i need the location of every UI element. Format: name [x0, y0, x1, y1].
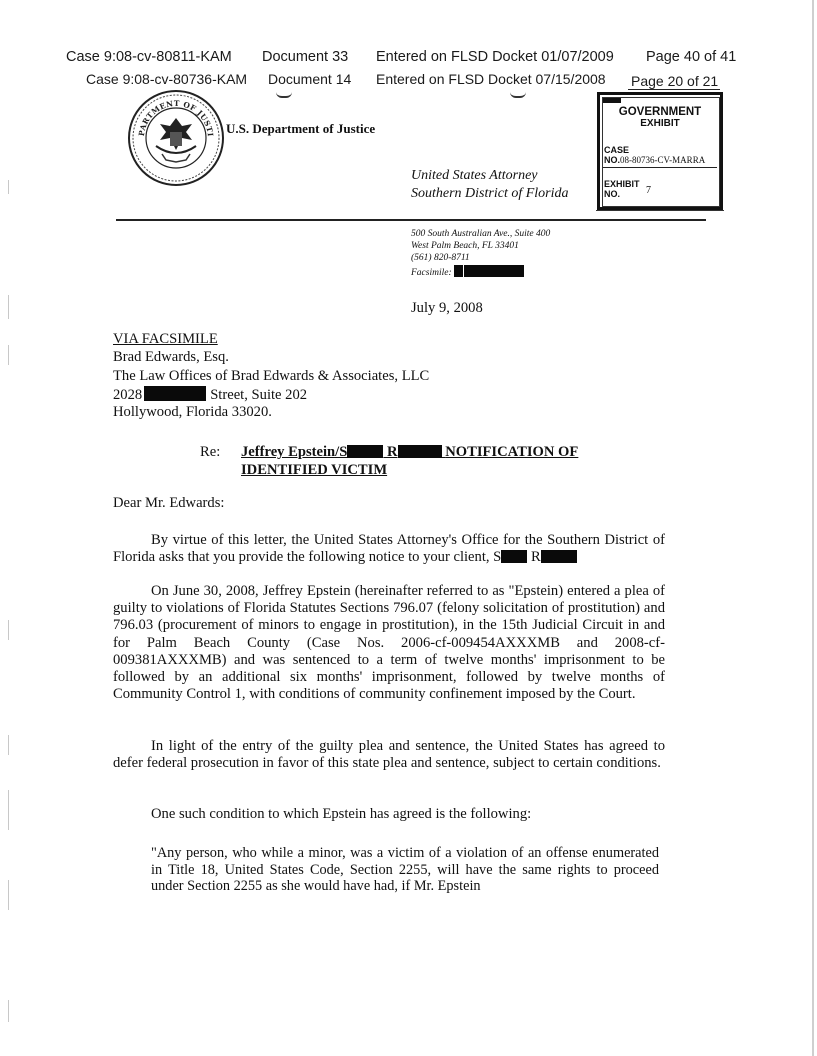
salutation: Dear Mr. Edwards: — [113, 495, 225, 511]
address-street: 500 South Australian Ave., Suite 400 — [411, 229, 551, 239]
recipient-firm: The Law Offices of Brad Edwards & Associates, LLC — [113, 368, 430, 384]
re-subject — [241, 444, 578, 461]
redaction — [398, 445, 442, 458]
scan-mark — [8, 180, 9, 194]
address-phone: (561) 820-8711 — [411, 253, 470, 263]
address-city: West Palm Beach, FL 33401 — [411, 241, 519, 251]
recipient-street — [113, 386, 307, 404]
docket-entered-2: Entered on FLSD Docket 07/15/2008 — [376, 71, 606, 87]
office-line-2: Southern District of Florida — [411, 186, 569, 201]
case-number: 08-80736-CV-MARRA — [620, 155, 706, 165]
re-subject-2: IDENTIFIED VICTIM — [241, 462, 388, 478]
redaction — [541, 550, 577, 563]
quoted-condition: "Any person, who while a minor, was a victim of a violation of an offense enumerated in Title 18, United States Code, Section 2255, will have the same rights to proceed under Section 2255 as she would have had, if Mr. Epstein — [151, 845, 659, 895]
scan-tick — [510, 92, 526, 98]
svg-text:DEPARTMENT OF JUSTICE: PARTMENT OF JUSTI — [136, 98, 216, 138]
scan-edge — [812, 0, 814, 1056]
scan-mark — [8, 620, 9, 640]
exhibit-sticker — [597, 92, 723, 210]
docket-case-2: Case 9:08-cv-80736-KAM — [86, 71, 248, 87]
case-label: CASE — [604, 145, 630, 155]
case-no-label: NO. — [604, 155, 621, 165]
docket-case-1: Case 9:08-cv-80811-KAM — [66, 49, 232, 65]
address-fax — [411, 265, 524, 280]
recipient-name: Brad Edwards, Esq. — [113, 349, 229, 365]
scan-mark — [8, 790, 9, 830]
scan-mark — [8, 735, 9, 755]
scan-tick — [276, 92, 292, 98]
letterhead-rule — [116, 219, 706, 221]
docket-page-2: Page 20 of 21 — [631, 73, 719, 89]
street-rest: Street, Suite 202 — [210, 387, 308, 403]
redaction — [144, 386, 206, 401]
body-paragraph-3: In light of the entry of the guilty plea and sentence, the United States has agreed to defer federal prosecution in favor of this state plea and sentence, subject to certain conditions. — [113, 738, 665, 772]
agency-name: U.S. Department of Justice — [226, 121, 376, 136]
doj-seal-icon — [126, 88, 226, 193]
fax-label: Facsimile: — [411, 268, 452, 278]
docket-document-1: Document 33 — [262, 49, 349, 65]
redaction — [454, 265, 463, 277]
recipient-city: Hollywood, Florida 33020. — [113, 404, 272, 420]
exhibit-no-label: NO. — [604, 189, 621, 199]
page-underline — [628, 89, 720, 90]
letter-date: July 9, 2008 — [411, 300, 483, 316]
redaction — [501, 550, 527, 563]
docket-page-1: Page 40 of 41 — [646, 49, 737, 65]
sticker-mark — [603, 98, 621, 103]
body-paragraph-1 — [113, 532, 665, 566]
sticker-shadow — [596, 210, 724, 211]
re-name: Jeffrey Epstein/S — [241, 444, 348, 460]
street-number: 2028 — [113, 387, 143, 403]
re-initial: R — [387, 444, 398, 460]
exhibit-label: EXHIBIT — [604, 179, 640, 189]
body-paragraph-2: On June 30, 2008, Jeffrey Epstein (hereinafter referred to as "Epstein) entered a plea of guilty to violations of Florida Statutes Sections 796.07 (felony solicitation of prostitution) and 796.03 (procurement of minors to engage in prostitution), in the 15th Judicial Circuit in and for Palm Beach County (Case Nos. 2006-cf-009454AXXXMB and 2008-cf-009381AXXXMB) and was sentenced to a term of twelve months' imprisonment to be followed by an additional six months' imprisonment, followed by twelve months of Community Control 1, with conditions of community confinement imposed by the Court. — [113, 583, 665, 703]
redaction — [464, 265, 524, 277]
exhibit-title-1: GOVERNMENT — [618, 106, 702, 118]
via-facsimile: VIA FACSIMILE — [113, 331, 218, 347]
scan-mark — [8, 880, 9, 910]
docket-entered-1: Entered on FLSD Docket 01/07/2009 — [376, 49, 614, 65]
docket-document-2: Document 14 — [268, 71, 352, 87]
redaction — [347, 445, 383, 458]
exhibit-number: 7 — [646, 185, 651, 196]
scan-mark — [8, 1000, 9, 1022]
scan-mark — [8, 345, 9, 365]
re-label: Re: — [200, 444, 221, 460]
body-paragraph-4: One such condition to which Epstein has agreed is the following: — [151, 806, 532, 822]
re-notification: NOTIFICATION OF — [445, 444, 579, 460]
paragraph-text: By virtue of this letter, the United States Attorney's Office for the Southern District of Florida asks that you provide the following notice to your client, S — [113, 532, 665, 566]
paragraph-text: R — [530, 549, 541, 566]
exhibit-title-2: EXHIBIT — [640, 118, 680, 129]
scan-mark — [8, 295, 9, 319]
office-line-1: United States Attorney — [411, 168, 538, 183]
